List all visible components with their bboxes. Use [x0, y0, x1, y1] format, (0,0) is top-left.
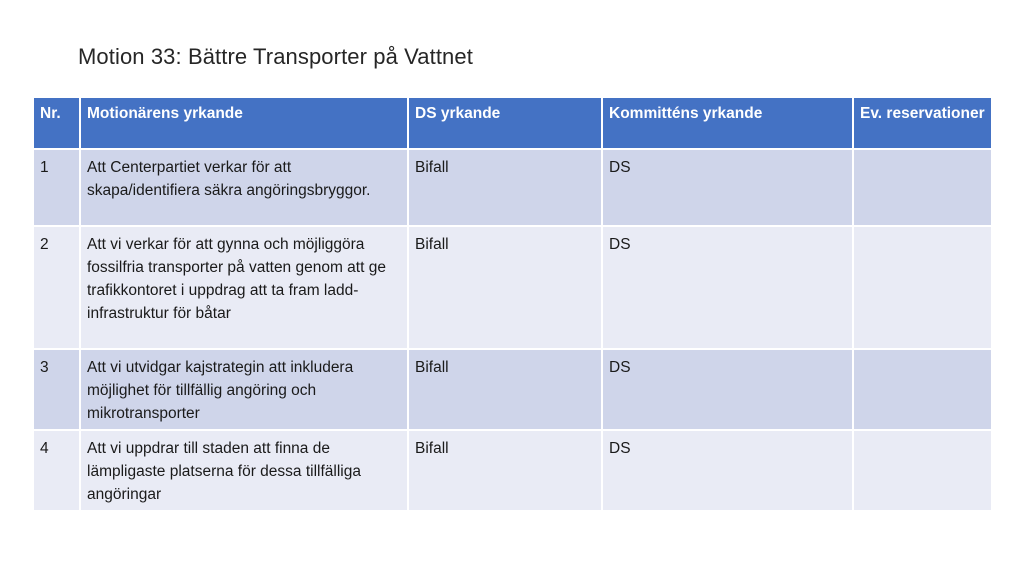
motion-table — [32, 96, 993, 512]
header-motion: Motionärens yrkande — [80, 97, 408, 149]
header-reservation: Ev. reservationer — [853, 97, 992, 149]
cell-reservation — [853, 349, 992, 430]
cell-ds: Bifall — [408, 226, 602, 349]
table-header-row — [33, 97, 992, 149]
cell-nr: 2 — [33, 226, 80, 349]
cell-nr: 3 — [33, 349, 80, 430]
cell-kommitte: DS — [602, 226, 853, 349]
cell-ds: Bifall — [408, 149, 602, 226]
table-row — [33, 430, 992, 511]
cell-ds: Bifall — [408, 349, 602, 430]
table-row — [33, 149, 992, 226]
table-row — [33, 349, 992, 430]
cell-reservation — [853, 149, 992, 226]
cell-motion: Att vi utvidgar kajstrategin att inkludera möjlighet för tillfällig angöring och mikrotransporter — [80, 349, 408, 430]
cell-motion: Att vi uppdrar till staden att finna de lämpligaste platserna för dessa tillfälliga angöringar — [80, 430, 408, 511]
cell-reservation — [853, 226, 992, 349]
table-row — [33, 226, 992, 349]
cell-kommitte: DS — [602, 149, 853, 226]
cell-nr: 4 — [33, 430, 80, 511]
cell-nr: 1 — [33, 149, 80, 226]
cell-reservation — [853, 430, 992, 511]
cell-kommitte: DS — [602, 430, 853, 511]
slide-title: Motion 33: Bättre Transporter på Vattnet — [78, 44, 473, 69]
header-ds: DS yrkande — [408, 97, 602, 149]
cell-motion: Att vi verkar för att gynna och möjliggöra fossilfria transporter på vatten genom att ge trafikkontoret i uppdrag att ta fram ladd-infrastruktur för båtar — [80, 226, 408, 349]
cell-ds: Bifall — [408, 430, 602, 511]
cell-kommitte: DS — [602, 349, 853, 430]
header-kommitte: Kommitténs yrkande — [602, 97, 853, 149]
header-nr: Nr. — [33, 97, 80, 149]
cell-motion: Att Centerpartiet verkar för att skapa/identifiera säkra angöringsbryggor. — [80, 149, 408, 226]
